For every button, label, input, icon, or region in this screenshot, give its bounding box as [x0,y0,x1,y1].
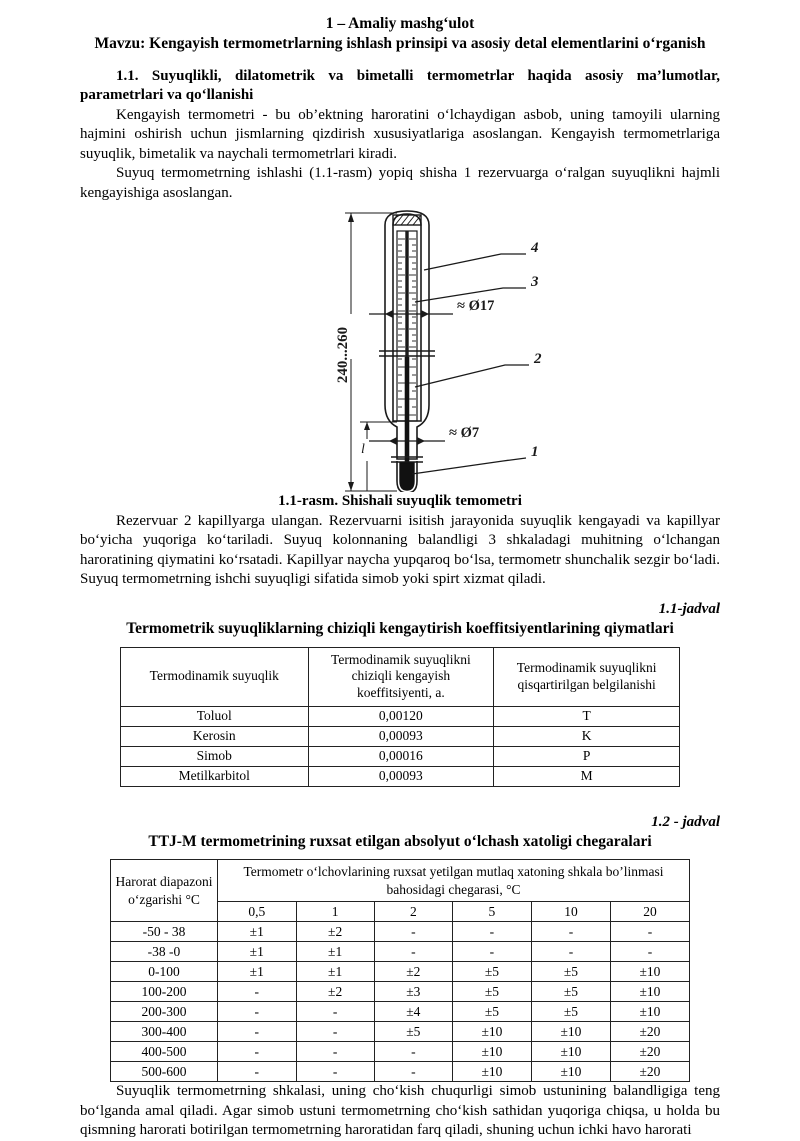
table-row [111,1022,690,1042]
table2-cell: ±10 [610,962,689,982]
table2-range: 400-500 [111,1042,218,1062]
immersion-length-label: l [361,442,365,458]
table2-cell: ±1 [296,942,374,962]
table2-cell: ±10 [610,1002,689,1022]
table2-cell: ±3 [374,982,452,1002]
page-subtitle: Mavzu: Kengayish termometrlarning ishlash prinsipi va asosiy detal elementlarini o‘rganish [94,35,706,53]
table-row [111,1062,690,1082]
table2-cell: - [217,1022,296,1042]
table-row [111,922,690,942]
table2-cell: ±5 [531,962,610,982]
table-row [121,746,680,766]
table1-cell-liquid: Metilkarbitol [121,766,309,786]
table2-cell: ±5 [452,962,531,982]
section-heading: 1.1. Suyuqlikli, dilatometrik va bimetalli termometrlar haqida asosiy ma’lumotlar, parametrlari va qo‘llanishi [80,67,720,104]
table-row [121,726,680,746]
table2-cell: ±1 [217,922,296,942]
thermometer-diagram [305,209,655,492]
table1-cell-symbol: P [494,746,680,766]
table2-col-header-4: 10 [531,902,610,922]
table2-cell: - [531,942,610,962]
table2-range: 200-300 [111,1002,218,1022]
table2-number: 1.2 - jadval [651,813,720,830]
table-row [121,706,680,726]
table2-cell: ±1 [217,942,296,962]
table2-cell: - [610,942,689,962]
table2-range: -50 - 38 [111,922,218,942]
table2-cell: - [452,942,531,962]
table2-cell: ±2 [296,922,374,942]
measurement-error-limits-table [110,859,690,1082]
table2-col-header-1: 1 [296,902,374,922]
table2-cell: - [217,1002,296,1022]
table2-col-header-0: 0,5 [217,902,296,922]
table2-range: 100-200 [111,982,218,1002]
paragraph-reservoir: Rezervuar 2 kapillyarga ulangan. Rezervuarni isitish jarayonida suyuqlik kengayadi va kapillyar bo‘yicha yuqoriga ko‘tariladi. Suyuq kolonnaning balandligi 3 shkaladagi muhitning o‘lchangan haroratining qiymatini ko‘rsatadi. Kapillyar naycha yupqaroq bo‘lsa, termometr shunchalik sezgir bo‘ladi. Suyuq termometrning ishchi suyuqligi sifatida simob yoki spirt xizmat qiladi. [80,512,720,588]
table1-cell-liquid: Toluol [121,706,309,726]
table2-cell: - [217,982,296,1002]
table2-cell: - [217,1062,296,1082]
table2-cell: - [374,1042,452,1062]
table-header-row [111,860,690,902]
table2-col-header-2: 2 [374,902,452,922]
table2-range: -38 -0 [111,942,218,962]
reservoir-bulb [400,463,414,490]
table2-cell: - [374,922,452,942]
table-header-row [121,647,680,706]
thermometer-figure [80,209,720,492]
table1-title: Termometrik suyuqliklarning chiziqli kengaytirish koeffitsiyentlarining qiymatlari [126,620,674,638]
table2-cell: ±10 [610,982,689,1002]
table2-span-header: Termometr o‘lchovlarining ruxsat yetilgan mutlaq xatoning shkala bo’linmasi bahosidagi chegarasi, °C [217,860,689,902]
table2-range-header: Harorat diapazoni o‘zgarishi °C [111,860,218,922]
paragraph-scale: Suyuqlik termometrning shkalasi, uning cho‘kish chuqurligi simob ustunining balandligiga teng bo‘lganda amal qiladi. Agar simob ustuni termometrning cho‘kish sathidan yuqoriga chiqsa, u holda bu qismning harorati botirilgan termometrning haroratidan farq qiladi, shuning uchun ichki havo harorati [80,1083,720,1139]
table2-cell: ±2 [374,962,452,982]
table2-cell: ±5 [531,982,610,1002]
table2-cell: - [296,1062,374,1082]
table2-cell: ±10 [531,1062,610,1082]
table2-cell: - [452,922,531,942]
table2-cell: ±1 [217,962,296,982]
table2-cell: ±20 [610,1062,689,1082]
table1-cell-coeff: 0,00016 [308,746,494,766]
table1-cell-liquid: Kerosin [121,726,309,746]
table1-header-0: Termodinamik suyuqlik [121,647,309,706]
table2-cell: ±20 [610,1022,689,1042]
part-label-1: 1 [531,444,539,461]
figure-caption: 1.1-rasm. Shishali suyuqlik temometri [278,493,522,510]
table2-cell: ±4 [374,1002,452,1022]
part-label-2: 2 [534,351,542,368]
table2-range: 0-100 [111,962,218,982]
table1-cell-coeff: 0,00093 [308,726,494,746]
table1-cell-liquid: Simob [121,746,309,766]
table1-header-1: Termodinamik suyuqlikni chiziqli kengayish koeffitsiyenti, a. [308,647,494,706]
table2-cell: ±1 [296,962,374,982]
length-dimension-label: 240...260 [335,327,351,384]
table2-cell: ±5 [531,1002,610,1022]
diameter-bottom-label: ≈ Ø7 [449,425,480,442]
table2-cell: ±2 [296,982,374,1002]
table-row [111,942,690,962]
table2-cell: - [531,922,610,942]
table1-cell-coeff: 0,00093 [308,766,494,786]
table1-header-2: Termodinamik suyuqlikni qisqartirilgan belgilanishi [494,647,680,706]
table2-cell: ±10 [452,1022,531,1042]
table2-cell: ±10 [452,1062,531,1082]
table2-cell: - [610,922,689,942]
table2-cell: ±5 [452,1002,531,1022]
table-row [111,1042,690,1062]
table2-cell: - [296,1002,374,1022]
table2-range: 300-400 [111,1022,218,1042]
table2-cell: - [296,1022,374,1042]
table1-cell-symbol: T [494,706,680,726]
part-label-4: 4 [531,240,539,257]
table2-range: 500-600 [111,1062,218,1082]
table-row [111,962,690,982]
paragraph-operation: Suyuq termometrning ishlashi (1.1-rasm) yopiq shisha 1 rezervuarga o‘ralgan suyuqlikni hajmli kengayishiga asoslangan. [80,165,720,201]
table2-cell: ±5 [374,1022,452,1042]
table2-cell: ±5 [452,982,531,1002]
table2-cell: - [374,942,452,962]
table2-title: TTJ-M termometrining ruxsat etilgan absolyut o‘lchash xatoligi chegaralari [148,833,652,851]
table-row [121,766,680,786]
paragraph-intro: Kengayish termometri - bu ob’ektning haroratini o‘lchaydigan asbob, uning tamoyili ularning hajmini oshirish uchun jismlarning qizdirish xususiyatlariga asoslangan. Kengayish termometrlariga suyuqlik, bimetalik va naychali termometrlari kiradi. [80,106,720,162]
table2-cell: ±10 [531,1042,610,1062]
table2-cell: - [217,1042,296,1062]
table1-cell-symbol: K [494,726,680,746]
table2-col-header-3: 5 [452,902,531,922]
table1-number: 1.1-jadval [658,600,720,617]
table2-cell: ±10 [452,1042,531,1062]
table-row [111,1002,690,1022]
table2-cell: - [374,1062,452,1082]
part-label-3: 3 [531,274,539,291]
table2-cell: ±10 [531,1022,610,1042]
table1-cell-coeff: 0,00120 [308,706,494,726]
table1-cell-symbol: M [494,766,680,786]
table2-cell: ±20 [610,1042,689,1062]
table2-cell: - [296,1042,374,1062]
diameter-top-label: ≈ Ø17 [457,298,495,315]
liquid-coefficients-table [120,647,680,787]
table-row [111,982,690,1002]
table2-col-header-5: 20 [610,902,689,922]
page-title: 1 – Amaliy mashg‘ulot [325,15,475,32]
